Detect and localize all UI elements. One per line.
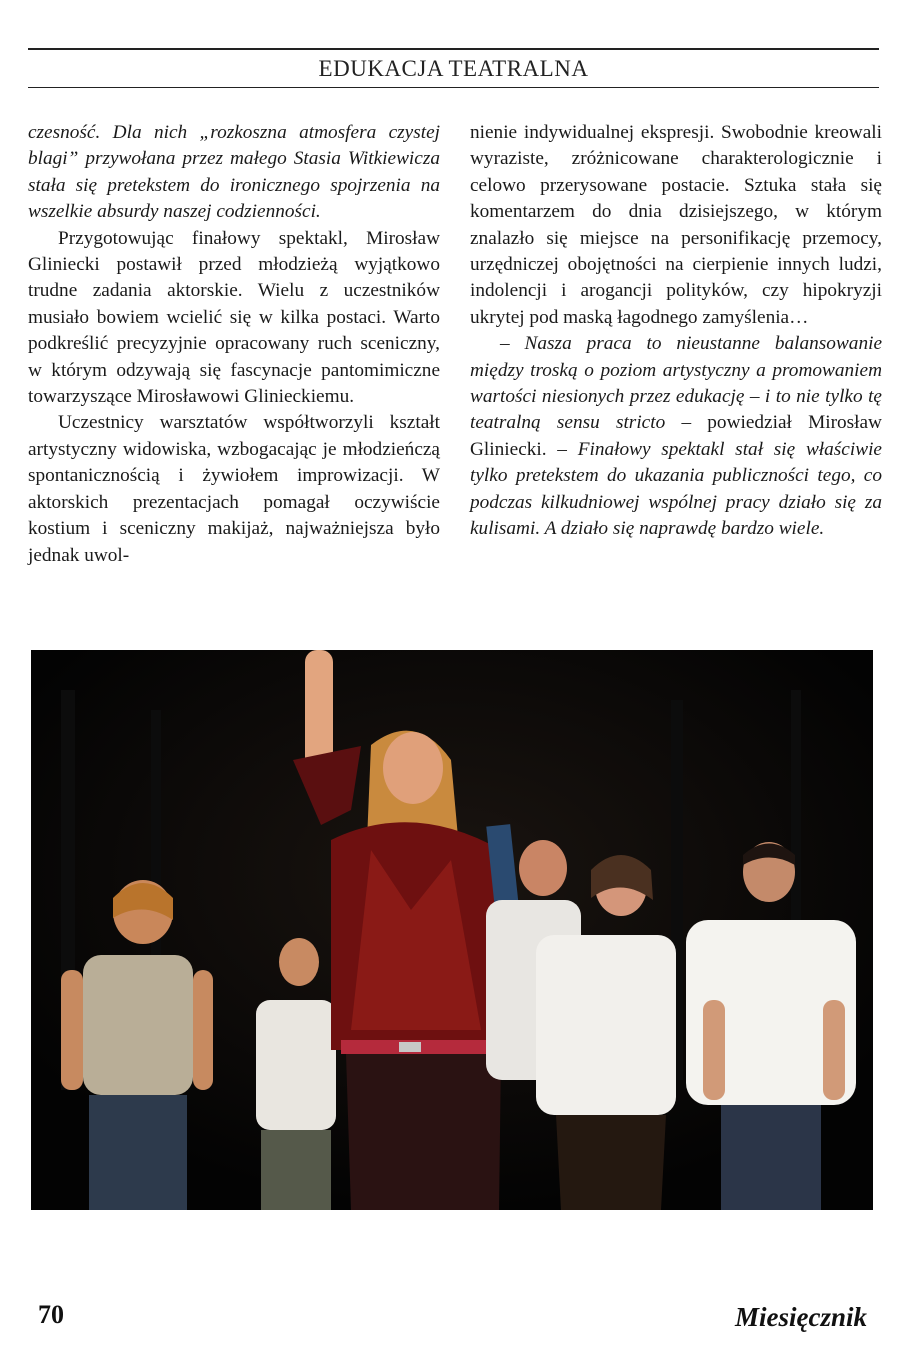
paragraph: nienie indywidualnej ekspresji. Swobodnie kreowali wyraziste, zróżnicowane charakterologicznie i celowo przerysowane postacie. Sztuka stała się komentarzem do dnia dzisiejszego, w którym znalazło się miejsce na personifikację przemocy, urzędniczej obojętności na cierpienie innych ludzi, indolencji i arogancji polityków, czy hipokryzji ukrytej pod maską łagodnego zamyślenia… — [470, 122, 882, 328]
quote-italic: – Nasza praca to nieustanne balansowanie między troską o poziom artystyczny a promowaniem wartości niesionych przez edukację – i to nie tylko tę teatralną sensu stricto — [470, 333, 882, 434]
magazine-name: Miesięcznik — [735, 1302, 867, 1332]
paragraph-quote — [470, 331, 882, 542]
section-header: EDUKACJA TEATRALNA — [318, 56, 589, 81]
quote-italic: Finałowy spektakl stał się właściwie tylko pretekstem do ukazania publiczności tego, co podczas kilkudniowej wspólnej pracy działo się za kulisami. A działo się naprawdę bardzo wiele. — [470, 438, 882, 540]
header-rule-bottom — [28, 87, 879, 88]
stage-photo — [31, 650, 873, 1210]
quote-attribution: – powiedział Mirosław Gliniecki. – — [470, 412, 882, 460]
paragraph-italic-quote: czesność. Dla nich „rozkoszna atmosfera czystej blagi” przywołana przez małego Stasia Witkiewicza stała się pretekstem do ironicznego spojrzenia na wszelkie absurdy naszej codzienności. — [28, 122, 440, 223]
paragraph: Przygotowując finałowy spektakl, Mirosław Gliniecki postawił przed młodzieżą wyjątkowo trudne zadania aktorskie. Wielu z uczestników musiało bowiem wcielić się w kilka postaci. Warto podkreślić precyzyjnie opracowany ruch sceniczny, w którym odzywają się fascynacje pantomimiczne towarzyszące Mirosławowi Glinieckiemu. — [28, 227, 440, 408]
header-rule-top — [28, 48, 879, 50]
page-number: 70 — [38, 1300, 64, 1329]
stage-photo-illustration — [31, 650, 873, 1210]
paragraph: Uczestnicy warsztatów współtworzyli kształt artystyczny widowiska, wzbogacając je młodzieńczą spontanicznością i żywiołem improwizacji. W aktorskich prezentacjach pomagał oczywiście kostium i sceniczny makijaż, najważniejsza było jednak uwol- — [28, 412, 440, 566]
right-column — [470, 120, 882, 543]
left-column — [28, 120, 440, 569]
